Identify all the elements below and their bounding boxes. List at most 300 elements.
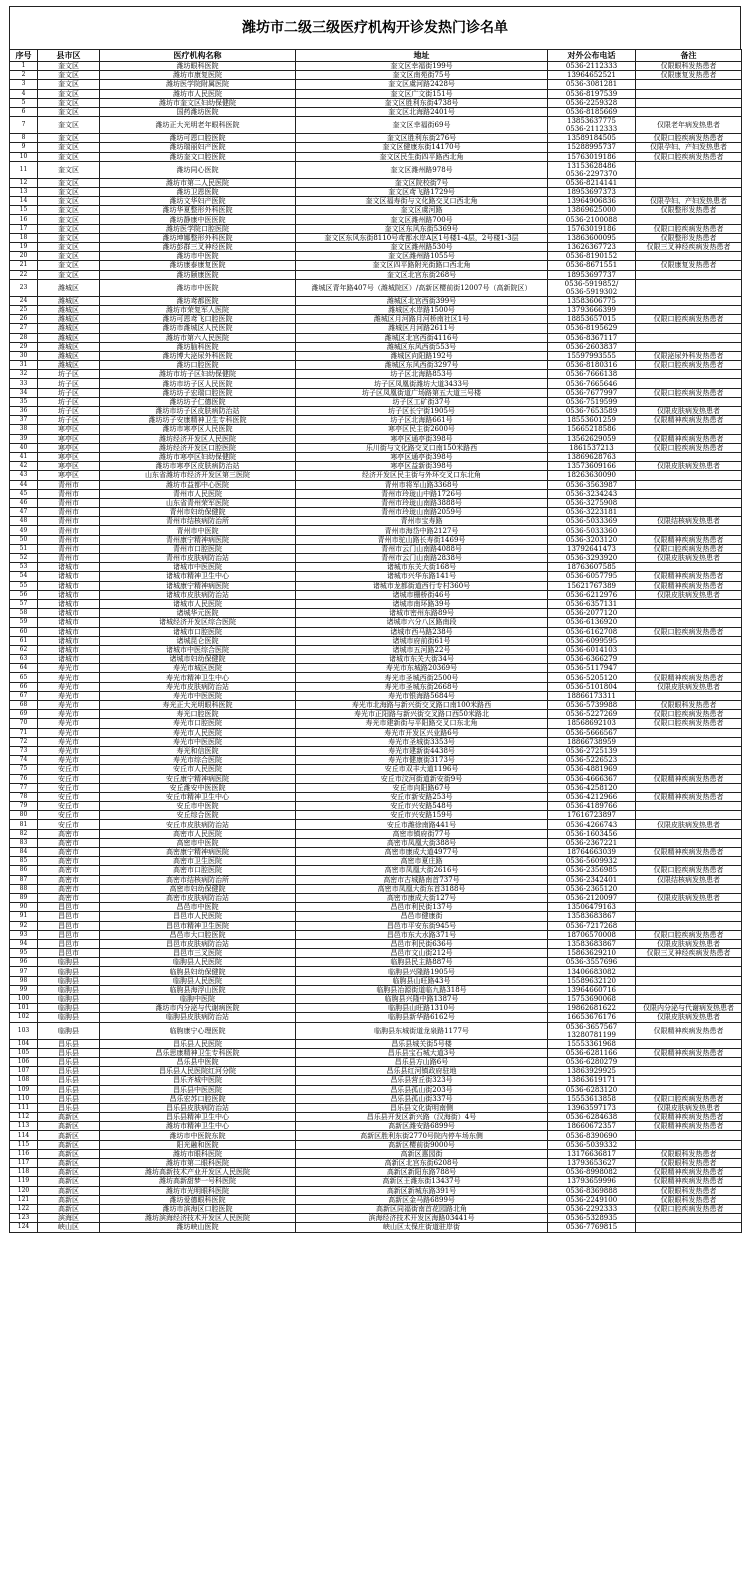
cell-index: 41 (10, 452, 38, 461)
table-row (10, 197, 742, 206)
cell-address: 奎文区健康东街14170号 (296, 143, 548, 152)
cell-index: 69 (10, 710, 38, 719)
cell-note: 仅限口腔疾病发热患者 (636, 930, 742, 939)
cell-index: 16 (10, 215, 38, 224)
cell-phone: 0536-2120097 (548, 893, 636, 902)
cell-address: 高密市康成大街127号 (296, 893, 548, 902)
cell-institution: 高密市中医院 (100, 838, 296, 847)
cell-note: 仅限精神疾病发热患者 (636, 774, 742, 783)
cell-note (636, 187, 742, 196)
cell-district: 寿光市 (38, 664, 100, 673)
table-row (10, 434, 742, 443)
cell-district: 坊子区 (38, 397, 100, 406)
cell-institution: 潍坊市眼科医院 (100, 1149, 296, 1158)
cell-index: 124 (10, 1223, 38, 1232)
table-row (10, 866, 742, 875)
cell-district: 坊子区 (38, 407, 100, 416)
cell-phone: 0536-4881969 (548, 765, 636, 774)
cell-institution: 潍坊高新甜梦一号科医院 (100, 1177, 296, 1186)
cell-district: 奎文区 (38, 143, 100, 152)
cell-note: 仅限内分泌与代谢病发热患者 (636, 1004, 742, 1013)
cell-phone: 0536-5226523 (548, 756, 636, 765)
cell-index: 103 (10, 1022, 38, 1039)
cell-note (636, 489, 742, 498)
cell-note (636, 333, 742, 342)
table-row (10, 296, 742, 305)
table-row (10, 462, 742, 471)
cell-index: 13 (10, 187, 38, 196)
cell-note (636, 563, 742, 572)
cell-institution: 高密康宁精神病医院 (100, 848, 296, 857)
table-row (10, 664, 742, 673)
cell-note (636, 397, 742, 406)
cell-note (636, 912, 742, 921)
cell-institution: 诸城市人民医院 (100, 599, 296, 608)
cell-district: 寿光市 (38, 710, 100, 719)
cell-district: 奎文区 (38, 98, 100, 107)
table-row (10, 903, 742, 912)
cell-note (636, 107, 742, 116)
cell-institution: 潍坊市寒亭区人民医院 (100, 425, 296, 434)
cell-address: 诸城市密州东路89号 (296, 609, 548, 618)
document-title: 潍坊市二级三级医疗机构开诊发热门诊名单 (9, 6, 741, 49)
cell-index: 85 (10, 857, 38, 866)
cell-phone: 18764663039 (548, 848, 636, 857)
cell-phone: 13863929925 (548, 1067, 636, 1076)
table-row (10, 416, 742, 425)
table-row (10, 1223, 742, 1232)
cell-phone: 13562629059 (548, 434, 636, 443)
cell-phone: 0536-5919852/ 0536-5919302 (548, 279, 636, 296)
cell-district: 奎文区 (38, 233, 100, 242)
table-row (10, 967, 742, 976)
cell-district: 诸城市 (38, 618, 100, 627)
cell-institution: 潍坊可恩鸢飞口腔医院 (100, 315, 296, 324)
cell-note (636, 1140, 742, 1149)
table-row (10, 719, 742, 728)
table-row (10, 765, 742, 774)
cell-phone: 0536-6284638 (548, 1113, 636, 1122)
cell-address: 潍城区月河路2611号 (296, 324, 548, 333)
cell-address: 昌乐县孤山街203号 (296, 1085, 548, 1094)
cell-note (636, 985, 742, 994)
cell-index: 45 (10, 489, 38, 498)
cell-phone: 18853657015 (548, 315, 636, 324)
cell-index: 71 (10, 728, 38, 737)
cell-phone: 16653676176 (548, 1013, 636, 1022)
cell-institution: 昌邑市皮肤病防治站 (100, 939, 296, 948)
cell-institution: 潍坊口腔医院 (100, 361, 296, 370)
cell-district: 诸城市 (38, 636, 100, 645)
cell-note: 仅限皮肤病发热患者 (636, 590, 742, 599)
cell-index: 93 (10, 930, 38, 939)
cell-district: 坊子区 (38, 416, 100, 425)
table-row (10, 893, 742, 902)
cell-note: 仅限口腔疾病发热患者 (636, 719, 742, 728)
cell-address: 寒亭区通亭街398号 (296, 452, 548, 461)
cell-district: 奎文区 (38, 89, 100, 98)
table-row (10, 1214, 742, 1223)
cell-address: 寿光市银海路5684号 (296, 691, 548, 700)
cell-phone: 0536-8390690 (548, 1131, 636, 1140)
cell-index: 118 (10, 1168, 38, 1177)
cell-phone: 15553361968 (548, 1039, 636, 1048)
cell-phone: 15589632120 (548, 976, 636, 985)
cell-institution: 寿光正大光明眼科医院 (100, 701, 296, 710)
cell-address: 奎文区虞河路2428号 (296, 80, 548, 89)
cell-address: 青州市玲珑山中路1726号 (296, 489, 548, 498)
cell-institution: 高密市口腔医院 (100, 866, 296, 875)
cell-institution: 青州市皮肤病防治站 (100, 554, 296, 563)
cell-institution: 昌邑市三叉医院 (100, 949, 296, 958)
cell-district: 青州市 (38, 480, 100, 489)
table-row (10, 206, 742, 215)
cell-district: 高密市 (38, 875, 100, 884)
cell-address: 寿光市圣城街3353号 (296, 737, 548, 746)
cell-institution: 昌乐县人民医院 (100, 1039, 296, 1048)
cell-district: 安丘市 (38, 792, 100, 801)
col-header-district: 县市区 (38, 50, 100, 62)
cell-note: 仅限口腔疾病发热患者 (636, 710, 742, 719)
table-row (10, 370, 742, 379)
cell-address: 临朐县民主路887号 (296, 958, 548, 967)
table-row (10, 1168, 742, 1177)
cell-note: 仅限眼科发热患者 (636, 62, 742, 71)
cell-index: 32 (10, 370, 38, 379)
cell-institution: 昌邑市中医院 (100, 903, 296, 912)
cell-institution: 安丘市人民医院 (100, 765, 296, 774)
cell-index: 63 (10, 655, 38, 664)
cell-address: 昌乐县开发区新兴路（汉海街）4号 (296, 1113, 548, 1122)
cell-note (636, 976, 742, 985)
cell-index: 65 (10, 673, 38, 682)
cell-address: 安丘市向阳路67号 (296, 783, 548, 792)
cell-institution: 潍坊医学院口腔医院 (100, 224, 296, 233)
cell-institution: 诸城市口腔医院 (100, 627, 296, 636)
cell-district: 潍城区 (38, 342, 100, 351)
cell-institution: 潍坊坊子仁德医院 (100, 397, 296, 406)
cell-institution: 潍坊市坊子区人民医院 (100, 379, 296, 388)
cell-address: 潍城区月河路月河桥南社区1号 (296, 315, 548, 324)
cell-note (636, 691, 742, 700)
col-header-address: 地址 (296, 50, 548, 62)
cell-district: 青州市 (38, 554, 100, 563)
table-row (10, 1177, 742, 1186)
cell-district: 诸城市 (38, 563, 100, 572)
cell-address: 寿光市圣城西街2500号 (296, 673, 548, 682)
cell-phone: 15753690068 (548, 995, 636, 1004)
table-row (10, 1103, 742, 1112)
cell-address: 青州市云门山南路4088号 (296, 544, 548, 553)
cell-district: 诸城市 (38, 627, 100, 636)
table-row (10, 1186, 742, 1195)
table-row (10, 333, 742, 342)
cell-note (636, 802, 742, 811)
cell-note (636, 379, 742, 388)
cell-note: 仅限结核病发热患者 (636, 875, 742, 884)
cell-index: 70 (10, 719, 38, 728)
cell-phone: 1861537213 (548, 443, 636, 452)
table-row (10, 89, 742, 98)
cell-phone: 0536-2077120 (548, 609, 636, 618)
cell-address: 临朐县新华路6162号 (296, 1013, 548, 1022)
cell-institution: 高密市结核病防治所 (100, 875, 296, 884)
cell-address: 临朐县兴隆路1905号 (296, 967, 548, 976)
cell-district: 高密市 (38, 884, 100, 893)
cell-address: 高新区新阳东路788号 (296, 1168, 548, 1177)
table-row (10, 1085, 742, 1094)
cell-note (636, 498, 742, 507)
cell-note: 仅限孕妇、产妇发热患者 (636, 197, 742, 206)
cell-phone: 13863619171 (548, 1076, 636, 1085)
col-header-institution: 医疗机构名称 (100, 50, 296, 62)
table-row (10, 1195, 742, 1204)
cell-phone: 0536-3557696 (548, 958, 636, 967)
cell-district: 寒亭区 (38, 425, 100, 434)
cell-district: 寒亭区 (38, 443, 100, 452)
cell-index: 60 (10, 627, 38, 636)
cell-address: 寒亭区通亭街398号 (296, 434, 548, 443)
table-row (10, 554, 742, 563)
cell-index: 20 (10, 252, 38, 261)
cell-note (636, 1214, 742, 1223)
cell-institution: 潍坊爱德眼科医院 (100, 1195, 296, 1204)
cell-institution: 潍坊市第六人民医院 (100, 333, 296, 342)
cell-note (636, 599, 742, 608)
cell-address: 诸城市府前街61号 (296, 636, 548, 645)
cell-index: 94 (10, 939, 38, 948)
cell-institution: 潍坊市坊子区妇幼保健院 (100, 370, 296, 379)
cell-institution: 潍坊市中医院东院 (100, 1131, 296, 1140)
cell-institution: 高密市卫生医院 (100, 857, 296, 866)
cell-institution: 诸城市中医综合医院 (100, 645, 296, 654)
cell-district: 奎文区 (38, 215, 100, 224)
cell-phone: 13869628763 (548, 452, 636, 461)
table-row (10, 1204, 742, 1213)
cell-note (636, 655, 742, 664)
cell-institution: 昌乐县中医院 (100, 1057, 296, 1066)
cell-district: 诸城市 (38, 572, 100, 581)
cell-district: 安丘市 (38, 802, 100, 811)
cell-institution: 昌乐县中医医院 (100, 1085, 296, 1094)
cell-institution: 寿光市中医医院 (100, 737, 296, 746)
cell-index: 78 (10, 792, 38, 801)
cell-institution: 诸城康宁精神病医院 (100, 581, 296, 590)
cell-note (636, 1039, 742, 1048)
cell-institution: 潍坊医学院附属医院 (100, 80, 296, 89)
cell-district: 奎文区 (38, 161, 100, 178)
cell-phone: 0536-6366279 (548, 655, 636, 664)
cell-phone: 0536-4189766 (548, 802, 636, 811)
cell-note (636, 342, 742, 351)
cell-institution: 诸城市精神卫生中心 (100, 572, 296, 581)
cell-index: 40 (10, 443, 38, 452)
cell-phone: 13589184505 (548, 134, 636, 143)
cell-index: 98 (10, 976, 38, 985)
table-row (10, 342, 742, 351)
table-row (10, 134, 742, 143)
cell-address: 潍城区北宫西街399号 (296, 296, 548, 305)
cell-note (636, 215, 742, 224)
cell-phone: 0536-5328935 (548, 1214, 636, 1223)
table-row (10, 379, 742, 388)
table-row (10, 1113, 742, 1122)
table-row (10, 673, 742, 682)
cell-index: 73 (10, 746, 38, 755)
cell-institution: 潍坊眼科医院 (100, 62, 296, 71)
cell-district: 奎文区 (38, 71, 100, 80)
cell-phone: 15863629210 (548, 949, 636, 958)
cell-index: 75 (10, 765, 38, 774)
cell-phone: 13583683867 (548, 912, 636, 921)
cell-address: 奎文区虞河路 (296, 206, 548, 215)
cell-address: 奎文区潍州路530号 (296, 243, 548, 252)
cell-index: 34 (10, 388, 38, 397)
cell-index: 96 (10, 958, 38, 967)
cell-district: 寿光市 (38, 682, 100, 691)
cell-institution: 潍坊市康复医院 (100, 71, 296, 80)
cell-index: 44 (10, 480, 38, 489)
table-row (10, 252, 742, 261)
cell-index: 2 (10, 71, 38, 80)
cell-note (636, 1223, 742, 1232)
cell-phone: 0536-2725139 (548, 746, 636, 755)
cell-address: 临朐县兴隆中路1387号 (296, 995, 548, 1004)
cell-index: 116 (10, 1149, 38, 1158)
cell-district: 潍城区 (38, 324, 100, 333)
cell-note (636, 296, 742, 305)
cell-district: 高密市 (38, 893, 100, 902)
cell-phone: 0536-2292333 (548, 1204, 636, 1213)
cell-district: 潍城区 (38, 296, 100, 305)
cell-institution: 寿光口腔医院 (100, 710, 296, 719)
cell-index: 35 (10, 397, 38, 406)
cell-address: 奎文区胜利东街276号 (296, 134, 548, 143)
cell-institution: 潍坊市滨海区口腔医院 (100, 1204, 296, 1213)
table-row (10, 1076, 742, 1085)
cell-institution: 临朐县人民医院 (100, 958, 296, 967)
cell-address: 潍城区东风西街553号 (296, 342, 548, 351)
cell-index: 5 (10, 98, 38, 107)
cell-address: 高新区新城东路391号 (296, 1186, 548, 1195)
cell-phone: 18553601259 (548, 416, 636, 425)
cell-note: 仅限三叉神经疾病发热患者 (636, 243, 742, 252)
cell-address: 昌乐县城关街5号楼 (296, 1039, 548, 1048)
table-row (10, 143, 742, 152)
cell-phone: 0536-2367221 (548, 838, 636, 847)
cell-phone: 13793653627 (548, 1159, 636, 1168)
cell-district: 青州市 (38, 517, 100, 526)
table-row (10, 224, 742, 233)
cell-district: 奎文区 (38, 62, 100, 71)
cell-note: 仅限整形发热患者 (636, 206, 742, 215)
cell-phone: 0536-8367117 (548, 333, 636, 342)
cell-phone: 0536-7217268 (548, 921, 636, 930)
cell-address: 奎文区潍州路978号 (296, 161, 548, 178)
cell-address: 坊子区凤凰街道广场路第五大道三号楼 (296, 388, 548, 397)
cell-index: 55 (10, 581, 38, 590)
cell-district: 高新区 (38, 1131, 100, 1140)
table-row (10, 756, 742, 765)
cell-address: 昌邑市利民街137号 (296, 903, 548, 912)
cell-phone: 0536-8185669 (548, 107, 636, 116)
cell-phone: 0536-8998082 (548, 1168, 636, 1177)
cell-phone: 15288995737 (548, 143, 636, 152)
cell-index: 62 (10, 645, 38, 654)
cell-note: 仅限口腔疾病发热患者 (636, 361, 742, 370)
table-row (10, 1057, 742, 1066)
table-row (10, 820, 742, 829)
cell-address: 奎文区幸福街69号 (296, 117, 548, 134)
cell-address: 奎文区南苑街75号 (296, 71, 548, 80)
cell-index: 8 (10, 134, 38, 143)
cell-address: 昌乐县方山路6号 (296, 1057, 548, 1066)
cell-institution: 诸城经济开发区综合医院 (100, 618, 296, 627)
cell-address: 高密市镇府街77号 (296, 829, 548, 838)
cell-phone: 0536-8197539 (548, 89, 636, 98)
cell-address: 诸城市西马路238号 (296, 627, 548, 636)
cell-phone: 0536-3563987 (548, 480, 636, 489)
cell-phone: 13964906836 (548, 197, 636, 206)
table-row (10, 636, 742, 645)
cell-note: 仅限眼科发热患者 (636, 1149, 742, 1158)
cell-phone: 0536-6136920 (548, 618, 636, 627)
table-row (10, 710, 742, 719)
table-row (10, 178, 742, 187)
cell-institution: 昌邑市精神卫生医院 (100, 921, 296, 930)
cell-note (636, 811, 742, 820)
table-row (10, 838, 742, 847)
cell-district: 诸城市 (38, 609, 100, 618)
table-row (10, 792, 742, 801)
cell-index: 28 (10, 333, 38, 342)
cell-index: 119 (10, 1177, 38, 1186)
cell-phone: 0536-5739988 (548, 701, 636, 710)
cell-index: 4 (10, 89, 38, 98)
cell-index: 51 (10, 544, 38, 553)
cell-index: 52 (10, 554, 38, 563)
cell-district: 高新区 (38, 1204, 100, 1213)
cell-note (636, 903, 742, 912)
cell-index: 30 (10, 351, 38, 360)
cell-address: 高密市康成大道4977号 (296, 848, 548, 857)
cell-address: 寿光市北海路与新兴街交叉路口南100米路西 (296, 701, 548, 710)
cell-index: 37 (10, 416, 38, 425)
cell-institution: 潍坊脑科医院 (100, 342, 296, 351)
table-row (10, 958, 742, 967)
cell-district: 昌乐县 (38, 1067, 100, 1076)
cell-index: 21 (10, 261, 38, 270)
cell-district: 寿光市 (38, 701, 100, 710)
cell-district: 昌乐县 (38, 1057, 100, 1066)
cell-address: 青州市驼山路长寿街1469号 (296, 535, 548, 544)
cell-phone: 0536-5101804 (548, 682, 636, 691)
cell-note (636, 370, 742, 379)
col-header-phone: 对外公布电话 (548, 50, 636, 62)
cell-index: 27 (10, 324, 38, 333)
table-row (10, 305, 742, 314)
cell-institution: 临朐中医院 (100, 995, 296, 1004)
cell-index: 68 (10, 701, 38, 710)
cell-phone: 0536-3657567 13280781199 (548, 1022, 636, 1039)
cell-address: 昌乐县红河镇政府驻地 (296, 1067, 548, 1076)
cell-note: 仅限口腔疾病发热患者 (636, 866, 742, 875)
cell-note (636, 98, 742, 107)
cell-address: 青州市将军山路3368号 (296, 480, 548, 489)
cell-institution: 潍坊市潍城区人民医院 (100, 324, 296, 333)
cell-phone: 13406683082 (548, 967, 636, 976)
cell-address: 青州市玲珑山南路3888号 (296, 498, 548, 507)
